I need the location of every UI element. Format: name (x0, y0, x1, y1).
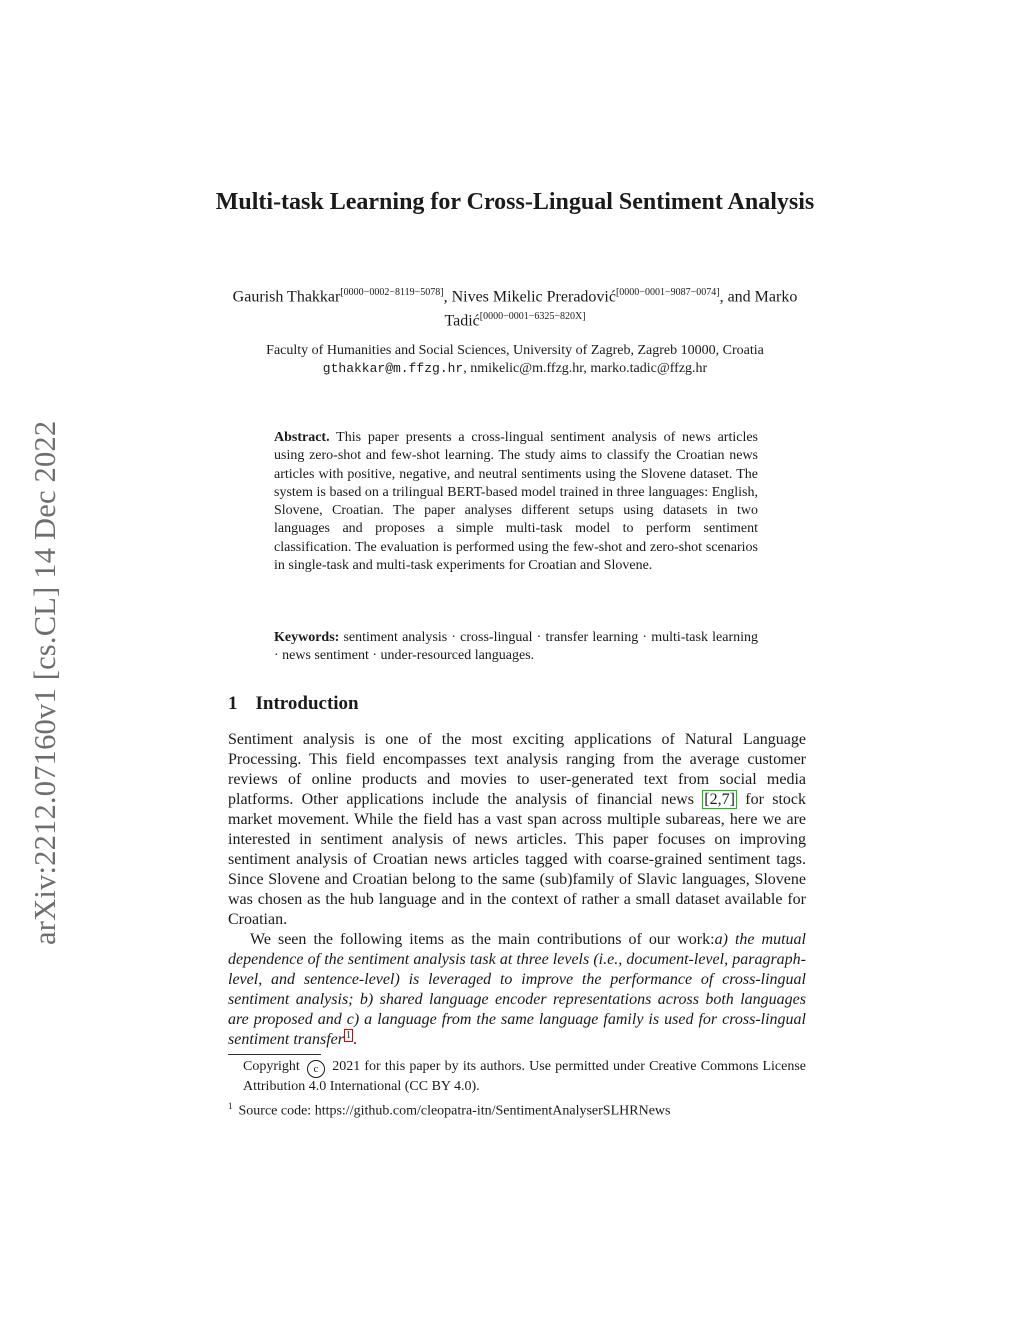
citation-link[interactable]: [2,7] (704, 791, 735, 808)
footnote-mark: 1 (228, 1100, 233, 1111)
keywords-text: sentiment analysis · cross-lingual · transfer learning · multi-task learning · news sentiment · under-resourced languages. (274, 630, 758, 664)
section-heading (228, 693, 808, 715)
copyright-icon: c (307, 1060, 325, 1078)
paper-title: Multi-task Learning for Cross-Lingual Sentiment Analysis (215, 189, 815, 215)
author-name: , Nives Mikelic Preradović (443, 288, 616, 306)
email-list: , nmikelic@m.ffzg.hr, marko.tadic@ffzg.hr (463, 361, 708, 376)
abstract-text: This paper presents a cross-lingual sentiment analysis of news articles using zero-shot and few-shot learning. The study aims to classify the Croatian news articles with positive, negative, and neutral sentiments using the Slovene dataset. The system is based on a trilingual BERT-based model trained in three languages: English, Slovene, Croatian. The paper analyses different setups using datasets in two languages and proposes a simple multi-task model to perform sentiment classification. The evaluation is performed using the few-shot and zero-shot scenarios in single-task and multi-task experiments for Croatian and Slovene. (274, 430, 759, 574)
intro-text: Sentiment analysis is one of the most exciting applications of Natural Language Processing. This field encompasses text analysis ranging from the average customer reviews of online products and movies to user-generated text from social media platforms. Other applications include the analysis of financial news (228, 731, 806, 808)
affiliation-emails (215, 360, 815, 378)
abstract-label: Abstract. (274, 430, 330, 445)
contributions-list: a) the mutual dependence of the sentiment analysis task at three levels (i.e., document-level, paragraph-level, and sentence-level) is leveraged to improve the performance of cross-lingual sentiment analysis; b) shared language encoder representations across both languages are proposed and c) a language from the same language family is used for cross-lingual sentiment transfer (228, 931, 806, 1048)
contributions-paragraph (228, 930, 806, 1050)
author-orcid: [0000−0001−6325−820X] (479, 311, 586, 323)
arxiv-identifier: arXiv:2212.07160v1 [cs.CL] 14 Dec 2022 (28, 420, 62, 945)
section-title: Introduction (255, 693, 359, 714)
affiliation-institution: Faculty of Humanities and Social Sciences, University of Zagreb, Zagreb 10000, Croatia (266, 343, 764, 358)
introduction-body (228, 730, 806, 1050)
author-list (215, 283, 815, 332)
email-link[interactable]: gthakkar@m.ffzg.hr (322, 361, 464, 376)
footnotes (228, 1058, 806, 1121)
keywords-label: Keywords: (274, 630, 340, 645)
footnote-text[interactable]: Source code: https://github.com/cleopatra-itn/SentimentAnalyserSLHRNews (238, 1103, 671, 1119)
author-name: Gaurish Thakkar (232, 288, 341, 306)
keywords (274, 629, 758, 666)
section-number: 1 (228, 693, 238, 714)
author-name: , and Marko Tadić (444, 288, 798, 330)
footnote-link[interactable]: 1 (346, 1029, 351, 1041)
footnote-rule (228, 1054, 321, 1055)
copyright-note (228, 1058, 806, 1097)
author-orcid: [0000−0001−9087−0074] (615, 287, 720, 298)
intro-paragraph (228, 730, 806, 930)
copyright-text: 2021 for this paper by its authors. Use permitted under Creative Commons License Attribution 4.0 International (CC BY 4.0). (243, 1059, 806, 1094)
affiliation (215, 342, 815, 378)
sentence-end: . (353, 1031, 357, 1048)
footnote-1 (228, 1097, 806, 1121)
author-orcid: [0000−0002−8119−5078] (340, 287, 444, 298)
copyright-label: Copyright (243, 1059, 300, 1074)
abstract (274, 429, 758, 575)
contributions-lead: We seen the following items as the main contributions of our work: (250, 931, 715, 948)
intro-text: for stock market movement. While the field has a vast span across multiple subareas, here we are interested in sentiment analysis of news articles. This paper focuses on improving sentiment analysis of Croatian news articles tagged with coarse-grained sentiment tags. Since Slovene and Croatian belong to the same (sub)family of Slavic languages, Slovene was chosen as the hub language and in the context of rather a small dataset available for Croatian. (228, 791, 806, 928)
